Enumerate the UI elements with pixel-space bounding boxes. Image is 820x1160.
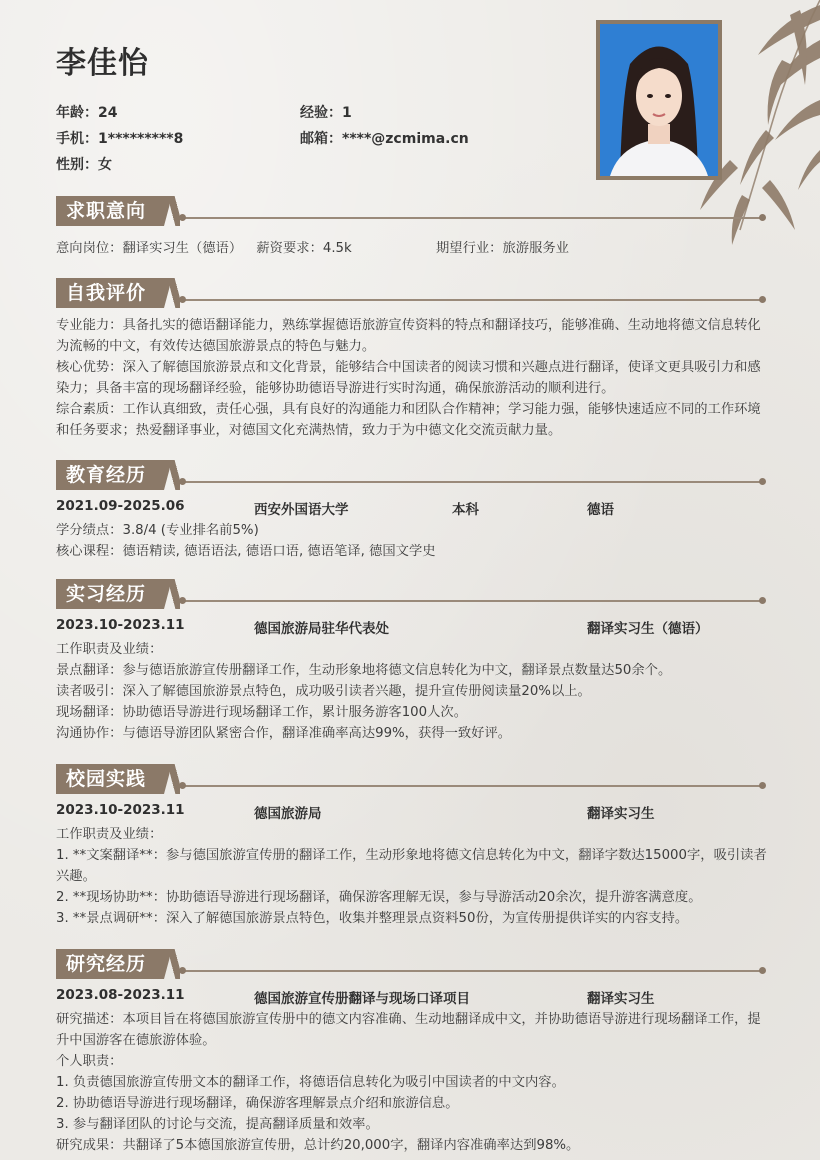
campus-line: 工作职责及业绩： [56,827,163,842]
research-line: 个人职责： [56,1054,123,1069]
tab-accent-stripe [170,278,180,308]
education-major: 德语 [587,502,614,518]
divider-dot [759,214,766,221]
internship-details [56,639,768,744]
research-line: 2. 协助德语导游进行现场翻译，确保游客理解景点介绍和旅游信息。 [56,1096,459,1111]
research-role: 翻译实习生 [587,991,655,1007]
section-title: 自我评价 [56,278,164,308]
section-title: 研究经历 [56,949,164,979]
research-line: 1. 负责德国旅游宣传册文本的翻译工作，将德语信息转化为吸引中国读者的中文内容。 [56,1075,565,1090]
education-line: 核心课程：德语精读, 德语语法, 德语口语, 德语笔译, 德国文学史 [56,544,436,559]
research-line: 3. 参与翻译团队的讨论与交流，提高翻译质量和效率。 [56,1117,379,1132]
education-line: 学分绩点：3.8/4 (专业排名前5%) [56,523,259,538]
age-field: 年龄：24 [56,105,118,121]
divider-dot [759,967,766,974]
email-field: 邮箱：****@zcmima.cn [300,131,469,147]
section-header-internship [56,579,766,609]
experience-field: 经验：1 [300,105,352,121]
divider-dot [179,214,186,221]
divider-dot [759,782,766,789]
tab-accent-stripe [170,196,180,226]
section-header-intent [56,196,766,226]
intent-position: 意向岗位：翻译实习生（德语） [56,241,243,256]
divider-dot [759,597,766,604]
profile-photo [596,20,722,180]
section-header-education [56,460,766,490]
research-line: 研究描述：本项目旨在将德国旅游宣传册中的德文内容准确、生动地翻译成中文，并协助德语导游进行现场翻译工作，提升中国游客在德旅游体验。 [56,1012,761,1048]
internship-line: 工作职责及业绩： [56,642,163,657]
campus-line: 1. **文案翻译**：参与德国旅游宣传册的翻译工作，生动形象地将德文信息转化为中文，翻译字数达15000字，吸引读者兴趣。 [56,848,767,884]
section-header-campus [56,764,766,794]
education-degree: 本科 [452,502,479,518]
divider-line [182,299,762,301]
research-entry-header [56,987,768,1009]
section-header-self-eval [56,278,766,308]
gender-field: 性别：女 [56,157,112,173]
campus-details [56,824,768,929]
campus-role: 翻译实习生 [587,806,655,822]
divider-line [182,217,762,219]
divider-line [182,970,762,972]
divider-line [182,785,762,787]
research-project: 德国旅游宣传册翻译与现场口译项目 [254,991,470,1007]
divider-line [182,481,762,483]
education-entry-header [56,498,768,520]
research-details [56,1009,768,1156]
divider-dot [179,782,186,789]
education-details [56,520,768,562]
campus-line: 2. **现场协助**：协助德语导游进行现场翻译，确保游客理解无误，参与导游活动20余次，提升游客满意度。 [56,890,702,905]
internship-line: 读者吸引：深入了解德国旅游景点特色，成功吸引读者兴趣，提升宣传册阅读量20%以上。 [56,684,591,699]
tab-accent-stripe [170,764,180,794]
campus-date: 2023.10-2023.11 [56,802,185,818]
internship-role: 翻译实习生（德语） [587,621,709,637]
section-title: 实习经历 [56,579,164,609]
self-eval-paragraph: 综合素质：工作认真细致，责任心强，具有良好的沟通能力和团队合作精神；学习能力强，能够快速适应不同的工作环境和任务要求；热爱翻译事业，对德国文化充满热情，致力于为中德文化交流贡献力量。 [56,402,761,438]
self-eval-paragraph: 专业能力：具备扎实的德语翻译能力，熟练掌握德语旅游宣传资料的特点和翻译技巧，能够准确、生动地将德文信息转化为流畅的中文，有效传达德国旅游景点的特色与魅力。 [56,318,761,354]
divider-dot [759,478,766,485]
intent-industry: 期望行业：旅游服务业 [436,241,569,256]
candidate-name: 李佳怡 [56,46,149,81]
section-title: 教育经历 [56,460,164,490]
intent-row [56,238,768,259]
campus-line: 3. **景点调研**：深入了解德国旅游景点特色，收集并整理景点资料50份，为宣传册提供详实的内容支持。 [56,911,689,926]
divider-dot [179,967,186,974]
section-title: 校园实践 [56,764,164,794]
internship-line: 现场翻译：协助德语导游进行现场翻译工作，累计服务游客100人次。 [56,705,467,720]
education-date: 2021.09-2025.06 [56,498,185,514]
internship-date: 2023.10-2023.11 [56,617,185,633]
self-eval-body [56,315,768,441]
section-header-research [56,949,766,979]
internship-line: 景点翻译：参与德语旅游宣传册翻译工作，生动形象地将德文信息转化为中文，翻译景点数量达50余个。 [56,663,672,678]
tab-accent-stripe [170,949,180,979]
divider-dot [759,296,766,303]
section-title: 求职意向 [56,196,164,226]
divider-dot [179,597,186,604]
divider-line [182,600,762,602]
tab-accent-stripe [170,579,180,609]
internship-line: 沟通协作：与德语导游团队紧密合作，翻译准确率高达99%，获得一致好评。 [56,726,512,741]
tab-accent-stripe [170,460,180,490]
portrait-illustration [600,24,718,176]
phone-field: 手机：1*********8 [56,131,184,147]
divider-dot [179,478,186,485]
internship-org: 德国旅游局驻华代表处 [254,621,389,637]
divider-dot [179,296,186,303]
self-eval-paragraph: 核心优势：深入了解德国旅游景点和文化背景，能够结合中国读者的阅读习惯和兴趣点进行翻译，使译文更具吸引力和感染力；具备丰富的现场翻译经验，能够协助德语导游进行实时沟通，确保旅游活动的顺利进行。 [56,360,761,396]
intent-salary: 薪资要求：4.5k [256,241,352,256]
campus-org: 德国旅游局 [254,806,322,822]
research-date: 2023.08-2023.11 [56,987,185,1003]
education-school: 西安外国语大学 [254,502,349,518]
campus-entry-header [56,802,768,824]
internship-entry-header [56,617,768,639]
research-line: 研究成果：共翻译了5本德国旅游宣传册，总计约20,000字，翻译内容准确率达到98%。 [56,1138,580,1153]
